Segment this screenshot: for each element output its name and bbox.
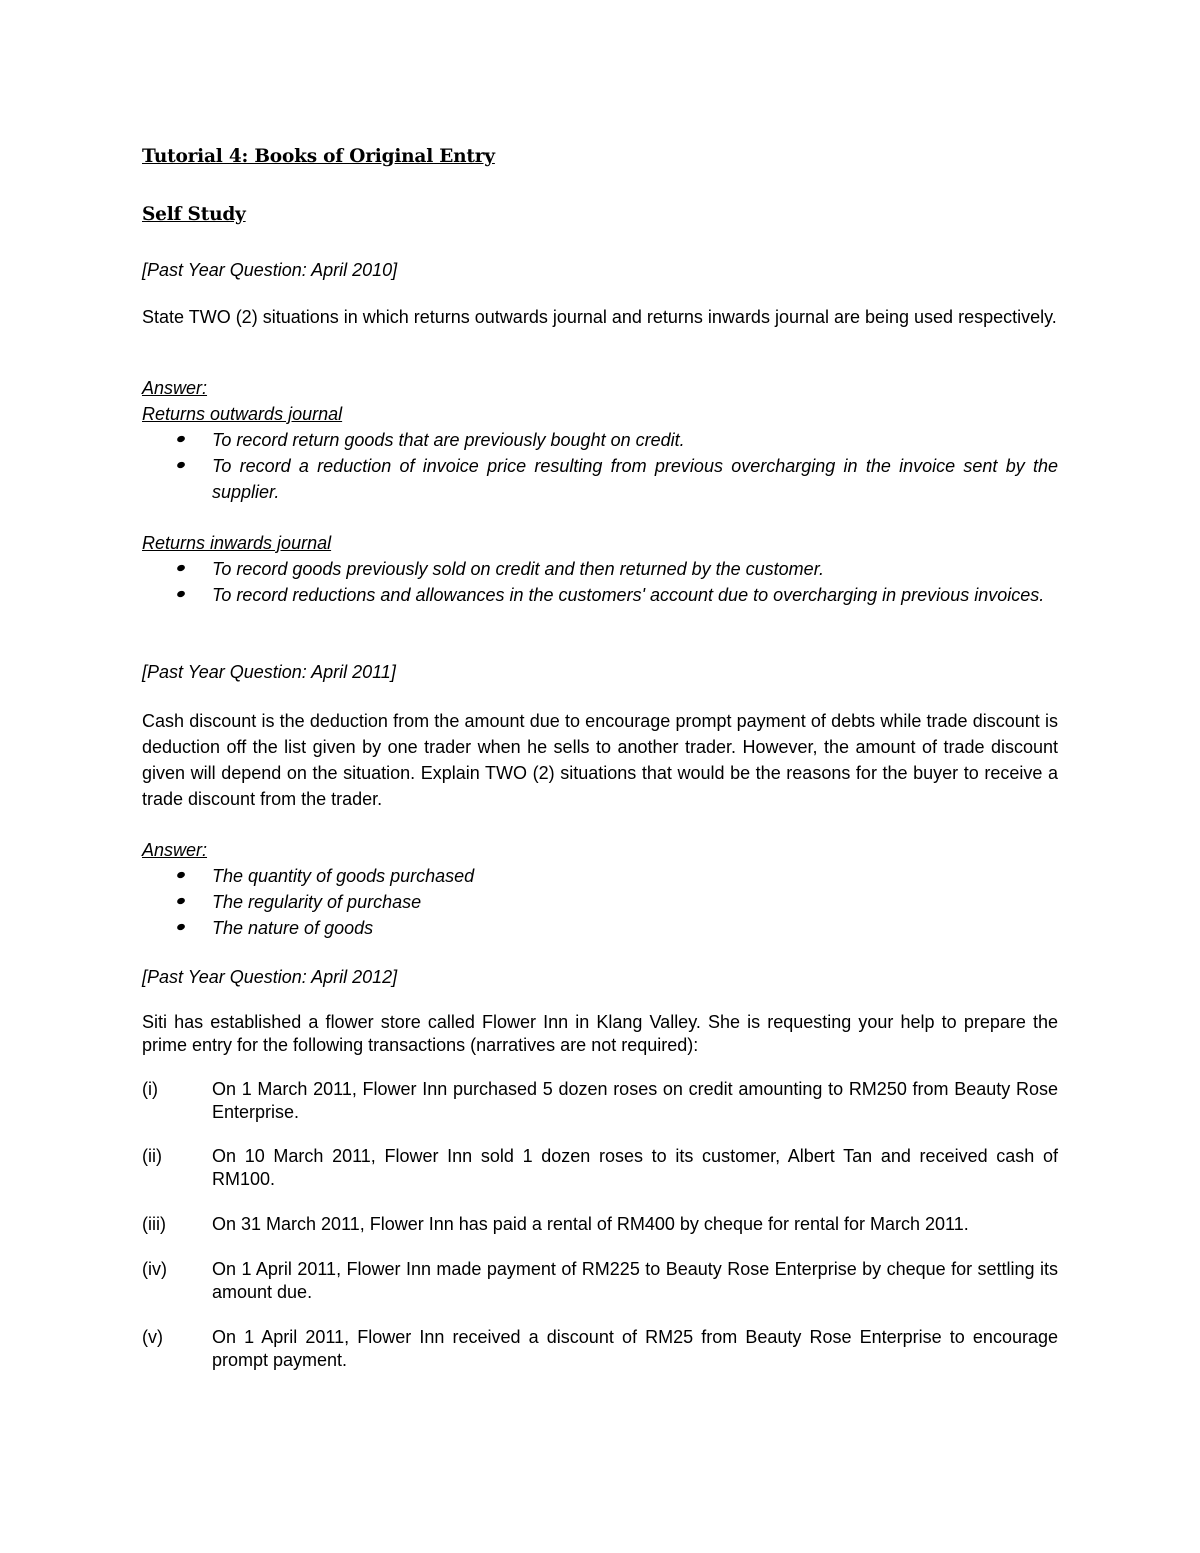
question-1-text: State TWO (2) situations in which returns outwards journal and returns inwards journal are being used respectively. xyxy=(142,307,1057,327)
question-1-block xyxy=(142,305,1058,329)
question-1-tag-block xyxy=(142,258,1058,282)
item-number: (iv) xyxy=(142,1259,167,1279)
question-2-tag: [Past Year Question: April 2011] xyxy=(142,662,396,682)
list-item: To record a reduction of invoice price resulting from previous overcharging in the invoice sent by the supplier. xyxy=(142,453,1058,505)
returns-inwards-label: Returns inwards journal xyxy=(142,533,332,553)
bullet-icon xyxy=(176,461,186,469)
transaction-5 xyxy=(142,1326,1058,1372)
item-number: (ii) xyxy=(142,1146,162,1166)
question-3-block xyxy=(142,1011,1058,1057)
returns-inwards-list xyxy=(142,556,1058,608)
list-item: (iv) On 1 April 2011, Flower Inn made payment of RM225 to Beauty Rose Enterprise by cheque for settling its amount due. xyxy=(142,1259,1058,1302)
question-2-block xyxy=(142,708,1058,812)
section-heading-block xyxy=(142,203,1058,227)
question-2-text: Cash discount is the deduction from the amount due to encourage prompt payment of debts while trade discount is deduction off the list given by one trader when he sells to another trader. However, the amount of trade discount given will depend on the situation. Explain TWO (2) situations that would be the reasons for the buyer to receive a trade discount from the trader. xyxy=(142,711,1058,809)
item-number: (v) xyxy=(142,1327,163,1347)
list-item: (i) On 1 March 2011, Flower Inn purchased 5 dozen roses on credit amounting to RM250 from Beauty Rose Enterprise. xyxy=(142,1079,1058,1122)
list-item: To record goods previously sold on credit and then returned by the customer. xyxy=(142,556,1058,582)
header-block xyxy=(142,145,1058,169)
transaction-1 xyxy=(142,1078,1058,1124)
list-item: The nature of goods xyxy=(142,915,1058,941)
list-item: To record reductions and allowances in the customers' account due to overcharging in previous invoices. xyxy=(142,582,1058,608)
list-item: To record return goods that are previously bought on credit. xyxy=(142,427,1058,453)
bullet-icon xyxy=(176,871,186,879)
transaction-2 xyxy=(142,1145,1058,1191)
question-3-tag: [Past Year Question: April 2012] xyxy=(142,967,398,987)
returns-outwards-label: Returns outwards journal xyxy=(142,404,343,424)
question-3-tag-block xyxy=(142,965,1058,989)
list-item: (ii) On 10 March 2011, Flower Inn sold 1 dozen roses to its customer, Albert Tan and received cash of RM100. xyxy=(142,1146,1058,1189)
returns-outwards-list xyxy=(142,427,1058,505)
list-item: The quantity of goods purchased xyxy=(142,863,1058,889)
bullet-icon xyxy=(176,923,186,931)
item-number: (i) xyxy=(142,1079,158,1099)
answer-2-block xyxy=(142,837,1058,941)
section-heading: Self Study xyxy=(142,204,246,225)
answer-2-list xyxy=(142,863,1058,941)
item-number: (iii) xyxy=(142,1214,166,1234)
bullet-icon xyxy=(176,590,186,598)
answer-1-label: Answer: xyxy=(142,378,208,398)
answer-2-label: Answer: xyxy=(142,840,208,860)
list-item: The regularity of purchase xyxy=(142,889,1058,915)
bullet-icon xyxy=(176,564,186,572)
bullet-icon xyxy=(176,897,186,905)
returns-inwards-block xyxy=(142,530,1058,608)
question-1-tag: [Past Year Question: April 2010] xyxy=(142,260,398,280)
answer-1-block xyxy=(142,375,1058,505)
list-item: (v) On 1 April 2011, Flower Inn received a discount of RM25 from Beauty Rose Enterprise to encourage prompt payment. xyxy=(142,1327,1058,1370)
question-2-tag-block xyxy=(142,660,1058,684)
list-item: (iii) On 31 March 2011, Flower Inn has paid a rental of RM400 by cheque for rental for March 2011. xyxy=(142,1214,969,1234)
bullet-icon xyxy=(176,435,186,443)
transaction-4 xyxy=(142,1258,1058,1304)
page-title: Tutorial 4: Books of Original Entry xyxy=(142,146,495,167)
transaction-3 xyxy=(142,1213,1058,1236)
question-3-text: Siti has established a flower store called Flower Inn in Klang Valley. She is requesting your help to prepare the prime entry for the following transactions (narratives are not required): xyxy=(142,1012,1058,1055)
